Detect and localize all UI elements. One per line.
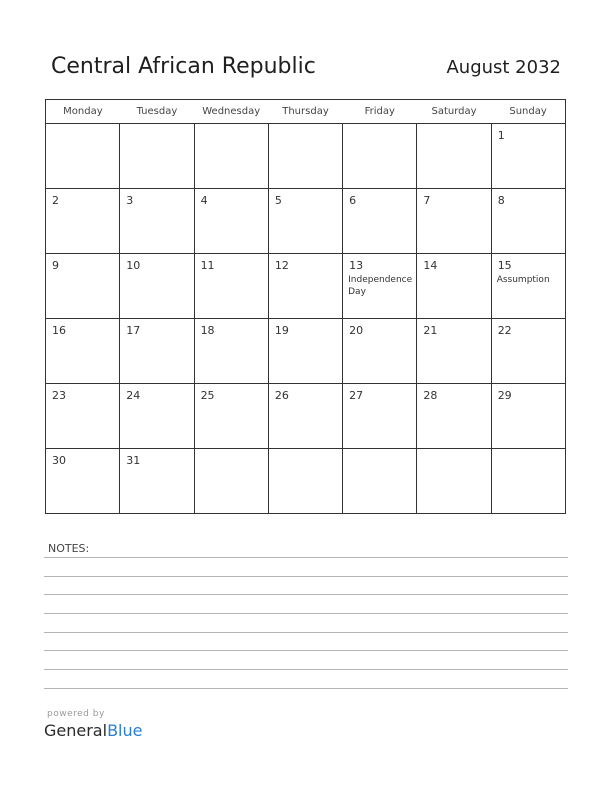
weekday-header-row xyxy=(46,100,566,124)
note-line xyxy=(44,688,568,689)
day-cell xyxy=(46,189,120,254)
day-number: 12 xyxy=(274,259,289,272)
calendar-country-title: Central African Republic xyxy=(51,54,316,79)
day-cell xyxy=(46,124,120,189)
day-number: 14 xyxy=(423,259,438,272)
day-cell xyxy=(268,319,342,384)
day-number: 25 xyxy=(200,389,215,402)
weekday-header: Monday xyxy=(46,100,120,124)
day-number xyxy=(417,449,490,455)
day-number: 16 xyxy=(52,324,66,337)
day-number: 30 xyxy=(52,454,66,467)
day-cell xyxy=(268,384,342,449)
week-row xyxy=(46,189,566,254)
day-cell xyxy=(268,254,342,319)
note-line xyxy=(44,613,568,614)
powered-by-text: powered by xyxy=(47,709,105,719)
day-cell xyxy=(491,449,565,514)
day-cell xyxy=(268,124,342,189)
week-row xyxy=(46,384,566,449)
day-cell xyxy=(343,124,417,189)
brand-general: General xyxy=(44,721,108,740)
calendar-grid xyxy=(45,99,566,514)
day-cell xyxy=(343,449,417,514)
day-number: 18 xyxy=(200,324,215,337)
day-number: 26 xyxy=(274,389,289,402)
day-number: 15 xyxy=(497,259,512,272)
day-number: 5 xyxy=(274,194,282,207)
day-number xyxy=(269,124,342,130)
day-number xyxy=(195,449,268,455)
day-cell xyxy=(120,384,194,449)
day-number: 27 xyxy=(349,389,364,402)
holiday-label: Assumption xyxy=(496,275,550,285)
week-row xyxy=(46,124,566,189)
day-number xyxy=(269,449,342,455)
day-cell xyxy=(491,124,565,189)
notes-label: NOTES: xyxy=(48,542,90,555)
note-line xyxy=(44,594,568,595)
day-cell xyxy=(491,189,565,254)
week-row xyxy=(46,449,566,514)
week-row xyxy=(46,254,566,319)
day-number: 24 xyxy=(126,389,141,402)
note-line xyxy=(44,650,568,651)
brand-blue: Blue xyxy=(107,721,143,740)
day-number xyxy=(343,449,416,455)
weekday-header: Wednesday xyxy=(194,100,268,124)
day-number xyxy=(343,124,416,130)
day-number xyxy=(492,449,565,455)
day-cell xyxy=(417,124,491,189)
day-cell xyxy=(268,189,342,254)
generalblue-logo[interactable] xyxy=(44,721,142,740)
day-cell xyxy=(194,319,268,384)
day-cell xyxy=(491,254,565,319)
day-number: 4 xyxy=(200,194,208,207)
day-cell xyxy=(343,189,417,254)
day-cell xyxy=(417,189,491,254)
day-number: 8 xyxy=(497,194,505,207)
day-cell xyxy=(120,124,194,189)
day-cell xyxy=(46,449,120,514)
day-cell xyxy=(343,384,417,449)
calendar-month-title: August 2032 xyxy=(446,57,561,78)
day-cell xyxy=(120,189,194,254)
day-number: 3 xyxy=(126,194,134,207)
day-number xyxy=(417,124,490,130)
day-cell xyxy=(46,319,120,384)
day-number xyxy=(195,124,268,130)
note-line xyxy=(44,557,568,558)
day-number: 10 xyxy=(126,259,141,272)
day-cell xyxy=(46,384,120,449)
day-cell xyxy=(194,384,268,449)
day-cell xyxy=(194,254,268,319)
day-number: 6 xyxy=(349,194,357,207)
day-cell xyxy=(120,319,194,384)
day-cell xyxy=(343,319,417,384)
day-cell xyxy=(417,384,491,449)
note-line xyxy=(44,632,568,633)
day-cell xyxy=(268,449,342,514)
weekday-header: Thursday xyxy=(268,100,342,124)
week-row xyxy=(46,319,566,384)
day-number: 17 xyxy=(126,324,141,337)
weekday-header: Sunday xyxy=(491,100,565,124)
day-cell xyxy=(417,254,491,319)
note-line xyxy=(44,669,568,670)
day-cell xyxy=(417,449,491,514)
day-number: 13 xyxy=(349,259,364,272)
day-number: 1 xyxy=(497,129,505,142)
day-number: 31 xyxy=(126,454,141,467)
day-cell xyxy=(194,449,268,514)
day-cell xyxy=(343,254,417,319)
day-cell xyxy=(491,384,565,449)
day-number: 23 xyxy=(52,389,66,402)
holiday-label: Independence Day xyxy=(348,275,413,297)
day-number: 2 xyxy=(52,194,59,207)
note-line xyxy=(44,576,568,577)
day-cell xyxy=(194,124,268,189)
day-number: 20 xyxy=(349,324,364,337)
day-number: 28 xyxy=(423,389,438,402)
day-cell xyxy=(491,319,565,384)
weekday-header: Saturday xyxy=(417,100,491,124)
day-number: 11 xyxy=(200,259,215,272)
weekday-header: Tuesday xyxy=(120,100,194,124)
day-number: 19 xyxy=(274,324,289,337)
day-cell xyxy=(194,189,268,254)
day-number: 21 xyxy=(423,324,438,337)
day-cell xyxy=(120,449,194,514)
day-cell xyxy=(120,254,194,319)
day-number xyxy=(46,124,119,130)
day-cell xyxy=(417,319,491,384)
day-cell xyxy=(46,254,120,319)
day-number: 9 xyxy=(52,259,59,272)
day-number: 29 xyxy=(497,389,512,402)
weekday-header: Friday xyxy=(343,100,417,124)
day-number: 22 xyxy=(497,324,512,337)
day-number xyxy=(120,124,193,130)
day-number: 7 xyxy=(423,194,431,207)
